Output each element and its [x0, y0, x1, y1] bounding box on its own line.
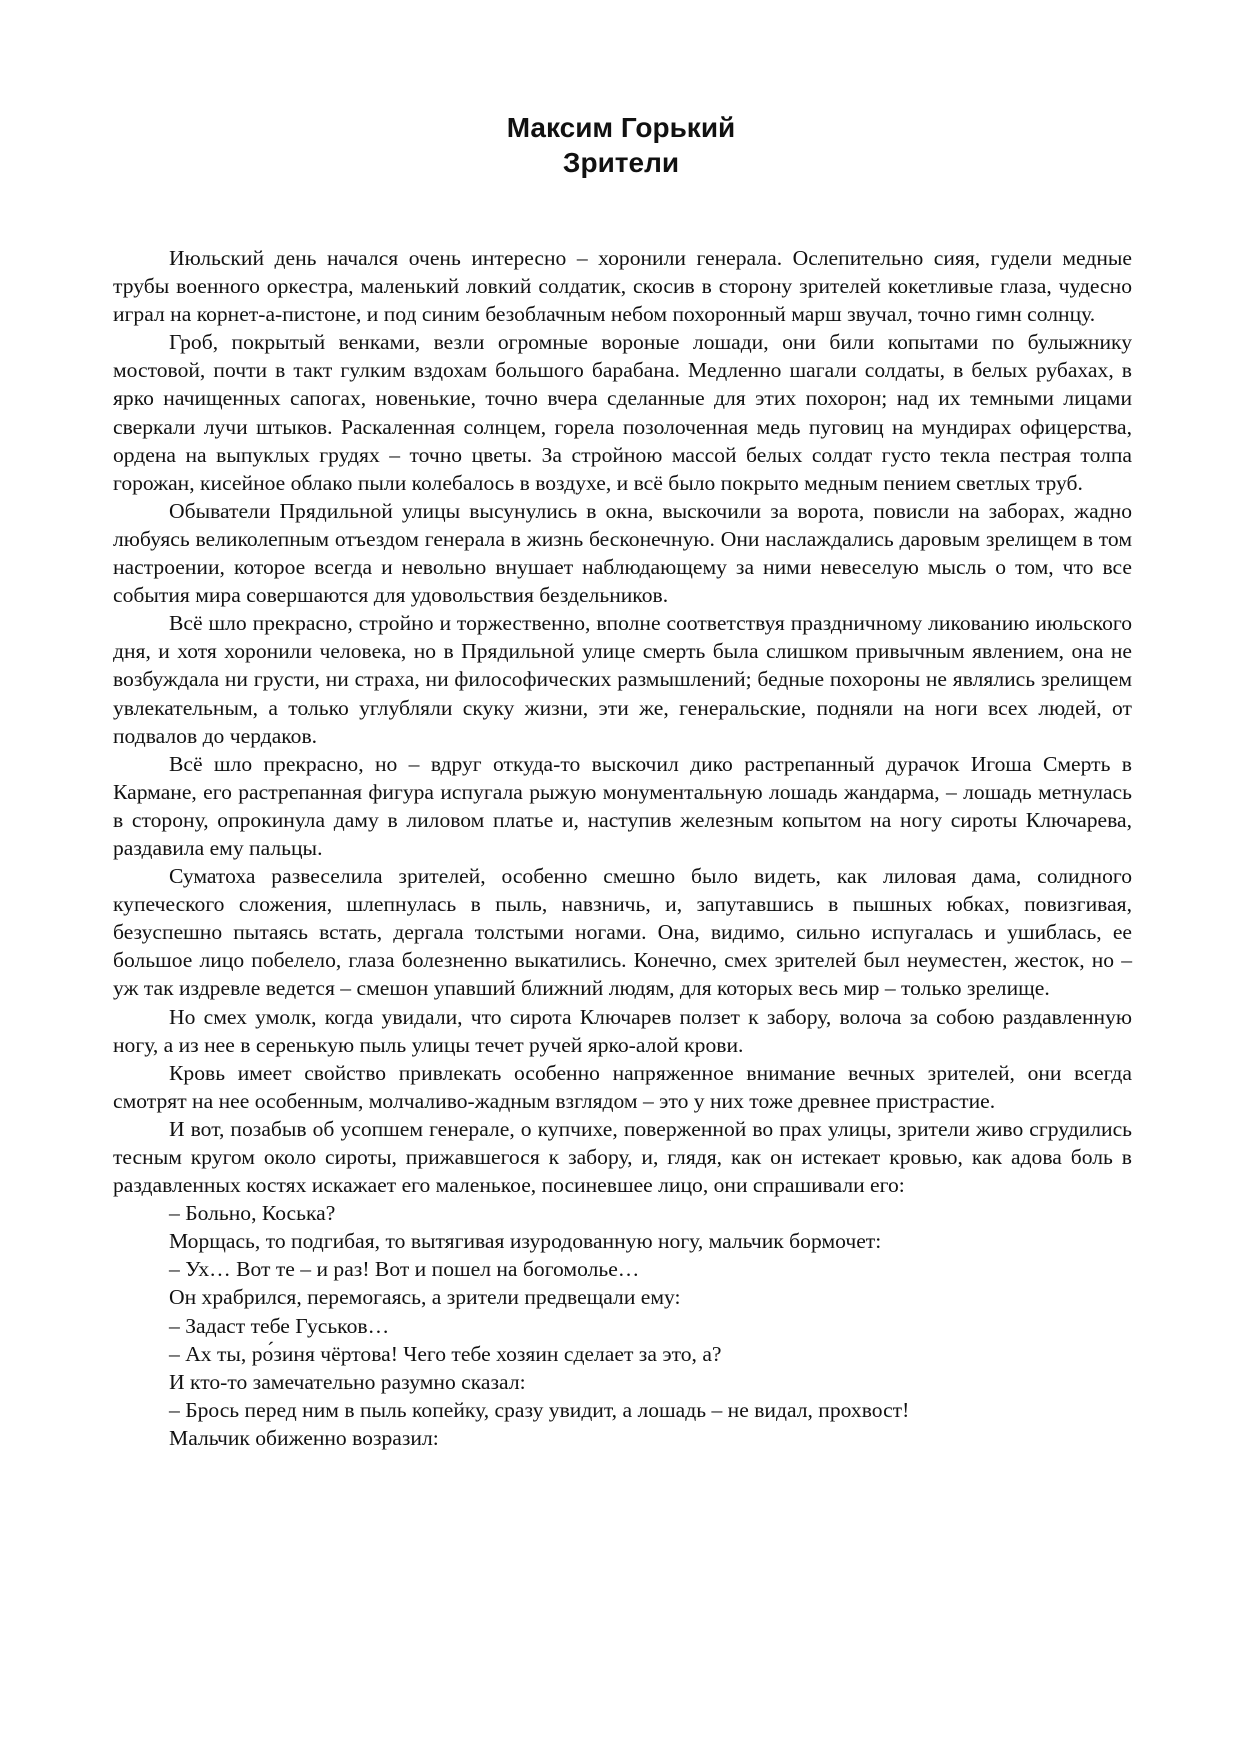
title-block [0, 110, 1242, 180]
author-name: Максим Горький [506, 112, 736, 143]
paragraph: Июльский день начался очень интересно – хоронили генерала. Ослепительно сияя, гудели медные трубы военного оркестра, маленький ловкий солдатик, скосив в сторону зрителей кокетливые глаза, чудесно играл на корнет-а-пистоне, и под синим безоблачным небом похоронный марш звучал, точно гимн солнцу. [113, 246, 1132, 327]
paragraph: Но смех умолк, когда увидали, что сирота Ключарев ползет к забору, волоча за собою раздавленную ногу, а из нее в серенькую пыль улицы течет ручей ярко-алой крови. [113, 1004, 1132, 1057]
paragraph: Обыватели Прядильной улицы высунулись в окна, выскочили за ворота, повисли на заборах, жадно любуясь великолепным отъездом генерала в жизнь бесконечную. Они наслаждались даровым зрелищем в том настроении, которое всегда и невольно внушает наблюдающему за ними невеселую мысль о том, что все события мира совершаются для удовольствия бездельников. [113, 498, 1132, 608]
paragraph: И вот, позабыв об усопшем генерале, о купчихе, поверженной во прах улицы, зрители живо сгрудились тесным кругом около сироты, прижавшегося к забору, и, глядя, как он истекает кровью, как адова боль в раздавленных костях искажает его маленькое, посиневшее лицо, они спрашивали его: [113, 1116, 1132, 1198]
dialog-line: – Задаст тебе Гуськов… [169, 1313, 390, 1338]
paragraph: И кто-то замечательно разумно сказал: [169, 1369, 526, 1394]
paragraph: Суматоха развеселила зрителей, особенно смешно было видеть, как лиловая дама, солидного купеческого сложения, шлепнулась в пыль, навзничь, и, запутавшись в пышных юбках, повизгивая, безуспешно пытаясь встать, дергала толстыми ногами. Она, видимо, сильно испугалась и ушиблась, ее большое лицо побелело, глаза болезненно выкатились. Конечно, смех зрителей был неуместен, жесток, но – уж так издревле ведется – смешон упавший ближний людям, для которых весь мир – только зрелище. [113, 864, 1132, 1001]
paragraph: Кровь имеет свойство привлекать особенно напряженное внимание вечных зрителей, они всегда смотрят на нее особенным, молчаливо-жадным взглядом – это у них тоже древнее пристрастие. [113, 1060, 1132, 1113]
paragraph: Морщась, то подгибая, то вытягивая изуродованную ногу, мальчик бормочет: [169, 1229, 882, 1254]
story-text [113, 244, 1132, 1452]
paragraph: Он храбрился, перемогаясь, а зрители предвещали ему: [169, 1285, 681, 1310]
dialog-line: – Ах ты, ро́зиня чёртова! Чего тебе хозяин сделает за это, а? [169, 1341, 722, 1366]
dialog-line: – Ух… Вот те – и раз! Вот и пошел на богомолье… [169, 1257, 640, 1282]
paragraph: Всё шло прекрасно, стройно и торжественно, вполне соответствуя праздничному ликованию июльского дня, и хотя хоронили человека, но в Прядильной улице смерть была слишком привычным явлением, она не возбуждала ни грусти, ни страха, ни философических размышлений; бедные похороны не являлись зрелищем увлекательным, а только углубляли скуку жизни, эти же, генеральские, подняли на ноги всех людей, от подвалов до чердаков. [113, 611, 1132, 748]
paragraph: Гроб, покрытый венками, везли огромные вороные лошади, они били копытами по булыжнику мостовой, почти в такт гулким вздохам большого барабана. Медленно шагали солдаты, в белых рубахах, в ярко начищенных сапогах, новенькие, точно вчера сделанные для этих похорон; над их темными лицами сверкали лучи штыков. Раскаленная солнцем, горела позолоченная медь пуговиц на мундирах офицерства, ордена на выпуклых грудях – точно цветы. За стройною массой белых солдат густо текла пестрая толпа горожан, кисейное облако пыли колебалось в воздухе, и всё было покрыто медным пением светлых труб. [113, 330, 1132, 495]
paragraph: Всё шло прекрасно, но – вдруг откуда-то выскочил дико растрепанный дурачок Игоша Смерть в Кармане, его растрепанная фигура испугала рыжую монументальную лошадь жандарма, – лошадь метнулась в сторону, опрокинула даму в лиловом платье и, наступив железным копытом на ногу сироты Ключарева, раздавила ему пальцы. [113, 751, 1132, 860]
dialog-line: – Больно, Коська? [169, 1201, 336, 1226]
story-title: Зрители [562, 147, 680, 178]
paragraph: Мальчик обиженно возразил: [169, 1425, 439, 1450]
dialog-line: – Брось перед ним в пыль копейку, сразу увидит, а лошадь – не видал, прохвост! [169, 1397, 910, 1422]
